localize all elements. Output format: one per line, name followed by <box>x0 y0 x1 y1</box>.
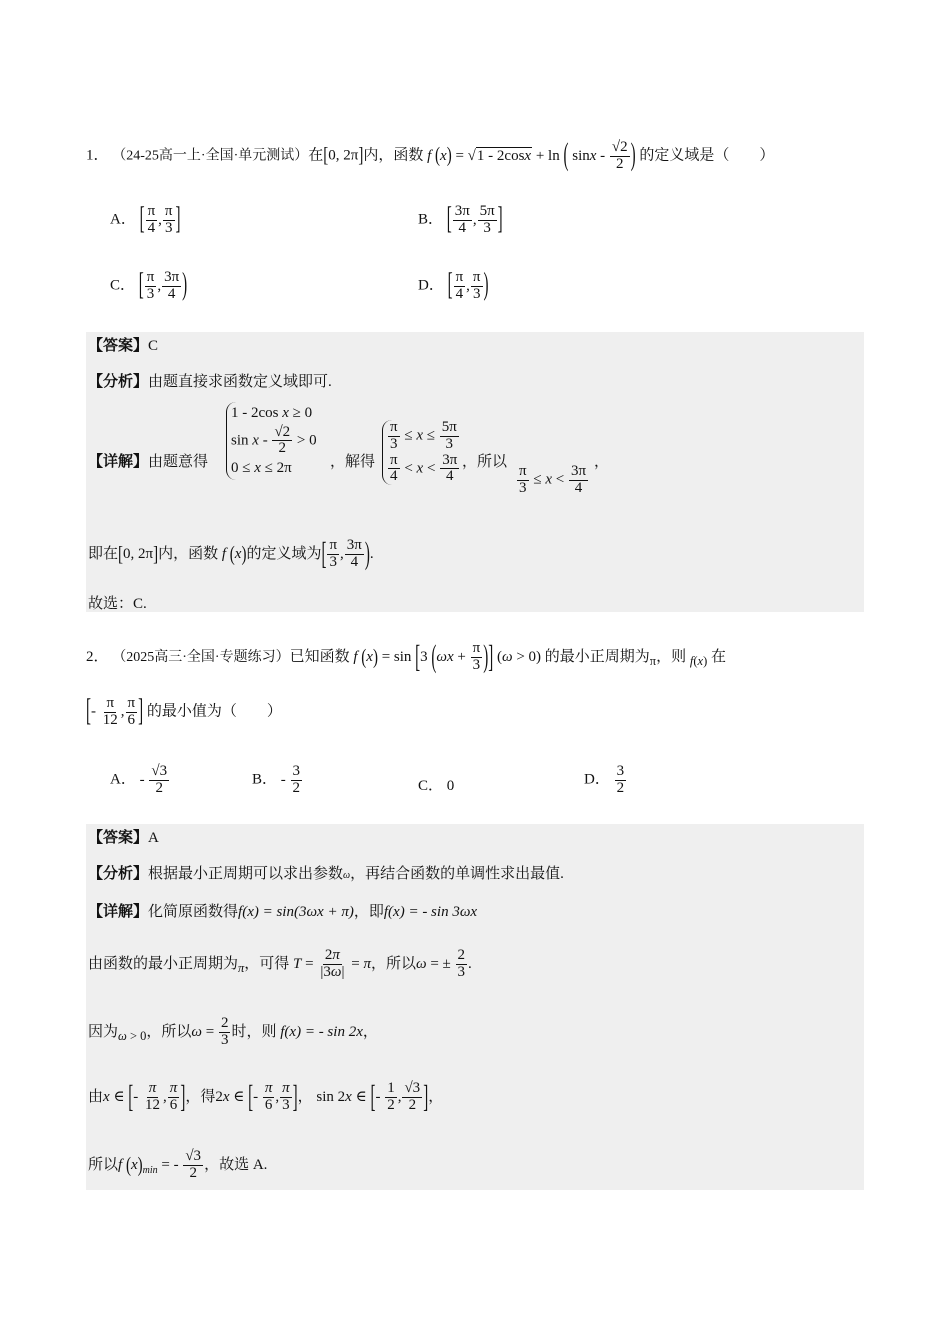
q2-option-d[interactable]: D． $\frac{3}{2}$ <box>584 763 625 796</box>
q1-so-text: ，所以 <box>462 454 508 470</box>
q1-analysis: 【分析】由题直接求函数定义域即可. <box>88 374 332 390</box>
option-d-math: [ $\frac{\pi}{4}$ , $\frac{\pi}{3}$ ) <box>447 268 489 302</box>
q2-detail-line4: 由x ∈ [- $\frac{\pi}{12}$ , $\frac{\pi}{6}$ ]，得2x ∈ [- $\frac{\pi}{6}$ , $\frac{\pi}{3}$ ]， sin 2x ∈ [- $\frac{1}{2}$ , $\frac{√3}{2}$ ]， <box>88 1080 444 1115</box>
q2-option-c[interactable]: C． 0 <box>418 778 455 794</box>
q2-detail-line5: 所以f $(x)_{min}$ = - $\frac{√3}{2}$ ，故选 A. <box>88 1148 268 1182</box>
q2-source: （2025高三·全国·专题练习） <box>112 650 290 665</box>
q1-pick: 故选：C. <box>88 596 147 612</box>
option-c-math: [ $\frac{\pi}{3}$ , $\frac{3\pi}{4}$ ) <box>138 268 188 302</box>
q2-detail-line1: 【详解】化简原函数得f(x) = sin(3ωx + π)，即f(x) = - sin 3ωx <box>88 904 478 920</box>
q1-number: 1． <box>86 147 109 164</box>
q1-domain-line: 即在[0, 2π]内，函数 f (x)的定义域为[ $\frac{\pi}{3}$ , $\frac{3\pi}{4}$ ). <box>88 537 374 572</box>
q2-detail-line2: 由函数的最小正周期为$_\pi$，可得 T = $\frac{2\pi}{|3\omega|}$ = π，所以ω = ± $\frac{2}{3}$ . <box>88 947 472 981</box>
q1-system-1: 1 - 2cos x ≥ 0 sin x - $\frac{√2}{2}$ > 0 0 ≤ x ≤ 2π <box>226 402 317 480</box>
q2-answer: 【答案】A <box>88 830 159 846</box>
q1-option-b[interactable]: B． [ $\frac{3\pi}{4}$ , $\frac{5\pi}{3}$ ] <box>418 202 503 236</box>
q1-stem: 1． （24-25高一上·全国·单元测试）在[0, 2π]内，函数 f (x) = √1 - 2cosx + ln ( sinx - $\frac{√2}{2}$ ) 的定义域是（ ） <box>86 139 775 174</box>
q1-source: （24-25高一上·全国·单元测试） <box>112 148 309 164</box>
q2-option-a[interactable]: A． - $\frac{√3}{2}$ <box>110 763 168 796</box>
q1-option-c[interactable]: C． [ $\frac{\pi}{3}$ , $\frac{3\pi}{4}$ ) <box>110 268 188 302</box>
q1-solve-text: ，解得 <box>330 454 376 470</box>
q1-function: f (x) = √1 - 2cosx + ln ( sinx - $\frac{√2}{2}$ ) <box>427 139 636 174</box>
q2-analysis: 【分析】根据最小正周期可以求出参数ω，再结合函数的单调性求出最值. <box>88 866 564 882</box>
q1-system-2: $\frac{\pi}{3}$ ≤ x ≤ $\frac{5\pi}{3}$ $\frac{\pi}{4}$ < x < $\frac{3\pi}{4}$ <box>382 420 460 485</box>
q2-detail-line3: 因为$_{\omega > 0}$，所以ω = $\frac{2}{3}$ 时，则 f(x) = - sin 2x， <box>88 1015 378 1049</box>
q1-option-d[interactable]: D． [ $\frac{\pi}{4}$ , $\frac{\pi}{3}$ ) <box>418 268 489 302</box>
q2-number: 2． <box>86 649 109 665</box>
q1-answer: 【答案】C <box>88 338 159 354</box>
q1-option-a[interactable]: A． [ $\frac{\pi}{4}$ , $\frac{\pi}{3}$ ] <box>110 202 181 236</box>
q2-function: f (x) = sin [3 (ωx + $\frac{\pi}{3}$ )] (ω > 0) <box>353 640 545 675</box>
option-b-math: [ $\frac{3\pi}{4}$ , $\frac{5\pi}{3}$ ] <box>446 202 503 236</box>
option-a-math: [ $\frac{\pi}{4}$ , $\frac{\pi}{3}$ ] <box>139 202 181 236</box>
q1-solution <box>86 332 864 612</box>
q2-option-b[interactable]: B． - $\frac{3}{2}$ <box>252 763 301 796</box>
q2-solution <box>86 824 864 1190</box>
q1-result: $\frac{\pi}{3}$ ≤ x < $\frac{3\pi}{4}$ <box>519 463 587 496</box>
q1-detail-label: 【详解】由题意得 <box>88 454 209 470</box>
q1-comma: ， <box>594 454 610 470</box>
q2-interval: [- $\frac{\pi}{12}$ , $\frac{\pi}{6}$ ] 的最小值为（ ） <box>86 694 282 728</box>
q2-stem: 2． （2025高三·全国·专题练习）已知函数 f (x) = sin [3 (ωx + $\frac{\pi}{3}$ )] (ω > 0) 的最小正周期为$_\pi$，则 $_{f(x)}$ 在 <box>86 640 727 675</box>
